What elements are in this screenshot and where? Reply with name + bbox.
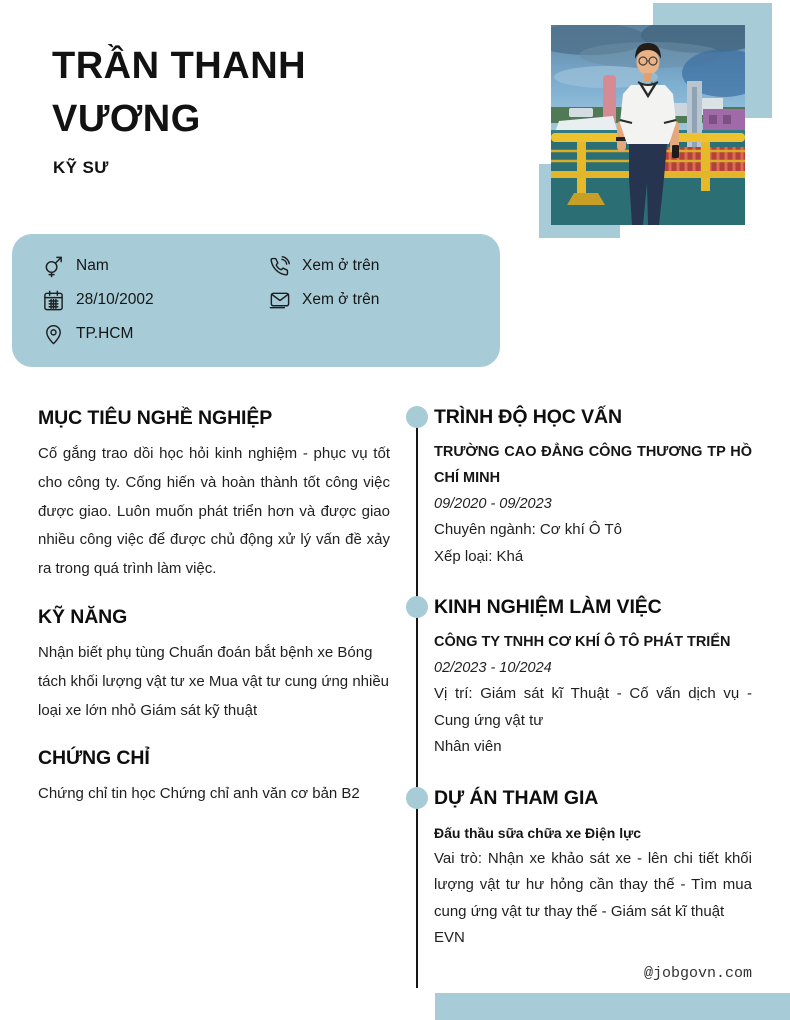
candidate-name: TRẦN THANH VƯƠNG xyxy=(52,45,307,140)
timeline-bullet xyxy=(406,596,428,618)
location-icon xyxy=(42,323,65,346)
project-role: Vai trò: Nhận xe khảo sát xe - lên chi tiết khối lượng vật tư hư hỏng cần thay thế - Tìm mua cung ứng vật tư thay thế - Giám sát kĩ thuật xyxy=(434,849,752,920)
experience-position: Vị trí: Giám sát kĩ Thuật - Cố vấn dịch vụ - Cung ứng vật tư xyxy=(434,685,752,729)
section-certificates xyxy=(38,746,390,809)
calendar-icon xyxy=(42,289,65,312)
watermark-text: @jobgovn.com xyxy=(643,965,752,982)
contact-gender-value: Nam xyxy=(76,257,109,274)
contact-phone xyxy=(268,249,500,283)
section-education xyxy=(434,405,752,570)
section-skills xyxy=(38,605,390,725)
section-heading-education: TRÌNH ĐỘ HỌC VẤN xyxy=(434,406,622,428)
project-client: EVN xyxy=(434,929,465,946)
contact-location-value: TP.HCM xyxy=(76,325,134,342)
candidate-job-title: KỸ SƯ xyxy=(53,158,109,177)
profile-photo-illustration xyxy=(551,25,745,225)
email-icon xyxy=(268,289,291,312)
timeline-line xyxy=(416,416,418,988)
left-column xyxy=(38,406,390,830)
certificates-text: Chứng chỉ tin học Chứng chỉ anh văn cơ bản B2 xyxy=(38,785,360,803)
timeline-bullet xyxy=(406,406,428,428)
education-dates: 09/2020 - 09/2023 xyxy=(434,496,552,512)
section-heading-skills: KỸ NĂNG xyxy=(38,605,128,628)
education-school: TRƯỜNG CAO ĐẲNG CÔNG THƯƠNG TP HỒ CHÍ MINH xyxy=(434,444,752,486)
section-experience xyxy=(434,595,752,761)
education-grade: Xếp loại: Khá xyxy=(434,547,524,565)
skills-text: Nhận biết phụ tùng Chuẩn đoán bắt bệnh xe Bóng tách khối lượng vật tư xe Mua vật tư cung ứng nhiều loại xe lớn nhỏ Giám sát kỹ thuật xyxy=(38,643,390,719)
section-heading-projects: DỰ ÁN THAM GIA xyxy=(434,786,599,809)
project-title: Đấu thầu sữa chữa xe Điện lực xyxy=(434,824,642,841)
contact-email xyxy=(268,283,500,317)
objective-text: Cố gắng trao dồi học hỏi kinh nghiệm - phục vụ tốt cho công ty. Cống hiến và hoàn thành tốt công việc được giao. Luôn muốn phát triển hơn và được giao nhiều công việc để được chủ động xử lý vấn đề xảy ra trong quá trình làm việc. xyxy=(38,445,390,578)
contact-dob xyxy=(42,283,268,317)
section-heading-experience: KINH NGHIỆM LÀM VIỆC xyxy=(434,596,662,618)
gender-icon xyxy=(42,255,65,278)
education-major: Chuyên ngành: Cơ khí Ô Tô xyxy=(434,521,622,538)
section-objective xyxy=(38,406,390,584)
timeline-bullet xyxy=(406,787,428,809)
experience-level: Nhân viên xyxy=(434,738,502,755)
phone-icon xyxy=(268,255,291,278)
section-heading-objective: MỤC TIÊU NGHỀ NGHIỆP xyxy=(38,407,273,429)
contact-email-value: Xem ở trên xyxy=(302,291,380,308)
contact-location xyxy=(42,317,268,351)
contact-gender xyxy=(42,249,268,283)
profile-photo xyxy=(551,25,745,225)
experience-dates: 02/2023 - 10/2024 xyxy=(434,660,552,676)
contact-phone-value: Xem ở trên xyxy=(302,257,380,274)
section-heading-certificates: CHỨNG CHỈ xyxy=(38,747,150,770)
right-column xyxy=(434,405,752,977)
section-projects xyxy=(434,786,752,952)
contact-card xyxy=(12,234,500,367)
experience-company: CÔNG TY TNHH CƠ KHÍ Ô TÔ PHÁT TRIỂN xyxy=(434,634,731,650)
contact-dob-value: 28/10/2002 xyxy=(76,291,154,308)
decor-bottom-bar xyxy=(435,993,790,1020)
